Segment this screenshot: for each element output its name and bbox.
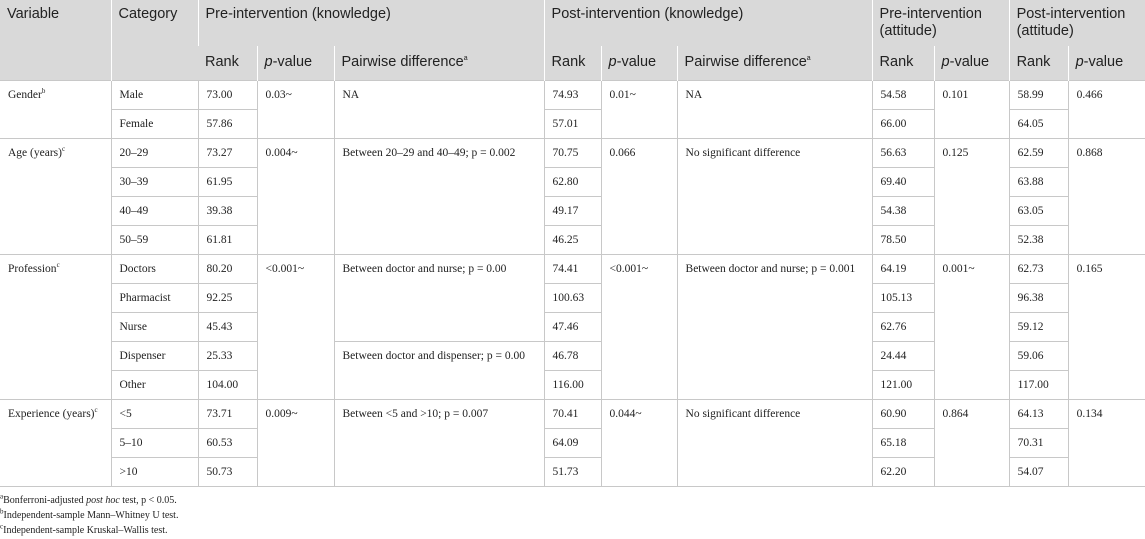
post-knowledge-rank: 74.41 (544, 255, 601, 284)
post-knowledge-p-value: <0.001~ (601, 255, 677, 400)
pre-attitude-rank: 105.13 (872, 284, 934, 313)
table-row (0, 139, 1145, 168)
pre-knowledge-rank: 60.53 (198, 429, 257, 458)
pre-attitude-rank: 66.00 (872, 110, 934, 139)
category-cell: 5–10 (111, 429, 198, 458)
table-row (0, 81, 1145, 110)
category-cell: Pharmacist (111, 284, 198, 313)
post-attitude-rank: 52.38 (1009, 226, 1068, 255)
subheader-p-value: p-value (934, 46, 1009, 81)
subheader-p-value: p-value (1068, 46, 1145, 81)
pre-attitude-rank: 62.20 (872, 458, 934, 487)
post-knowledge-rank: 100.63 (544, 284, 601, 313)
post-knowledge-rank: 49.17 (544, 197, 601, 226)
pre-knowledge-p-value: 0.009~ (257, 400, 334, 487)
post-attitude-p-value: 0.466 (1068, 81, 1145, 139)
category-cell: 40–49 (111, 197, 198, 226)
subheader-p-value: p-value (257, 46, 334, 81)
post-knowledge-pairwise: No significant difference (677, 400, 872, 487)
pre-attitude-rank: 65.18 (872, 429, 934, 458)
pre-attitude-rank: 54.58 (872, 81, 934, 110)
post-knowledge-rank: 46.78 (544, 342, 601, 371)
post-attitude-rank: 62.73 (1009, 255, 1068, 284)
variable-cell: Age (years)$^c$ (0, 139, 111, 255)
subheader-rank: Rank (872, 46, 934, 81)
category-cell: >10 (111, 458, 198, 487)
table-row (0, 400, 1145, 429)
post-knowledge-pairwise: No significant difference (677, 139, 872, 255)
post-attitude-rank: 70.31 (1009, 429, 1068, 458)
pre-knowledge-rank: 50.73 (198, 458, 257, 487)
post-attitude-rank: 96.38 (1009, 284, 1068, 313)
pre-attitude-rank: 64.19 (872, 255, 934, 284)
subheader-pairwise: Pairwise difference$^a$ (334, 46, 544, 81)
pre-knowledge-p-value: 0.004~ (257, 139, 334, 255)
pre-knowledge-rank: 73.71 (198, 400, 257, 429)
category-cell: 20–29 (111, 139, 198, 168)
pre-attitude-rank: 62.76 (872, 313, 934, 342)
footnotes (0, 493, 178, 538)
category-cell: 50–59 (111, 226, 198, 255)
pre-knowledge-rank: 92.25 (198, 284, 257, 313)
post-knowledge-p-value: 0.01~ (601, 81, 677, 139)
pre-knowledge-pairwise: Between doctor and dispenser; p = 0.00 (334, 342, 544, 400)
footnote: $^b$Independent-sample Mann–Whitney U test. (0, 507, 179, 521)
pre-knowledge-pairwise: NA (334, 81, 544, 139)
pre-attitude-rank: 78.50 (872, 226, 934, 255)
post-knowledge-rank: 47.46 (544, 313, 601, 342)
header-post-knowledge: Post-intervention (knowledge) (544, 0, 872, 46)
footnote: $^a$Bonferroni-adjusted post hoc test, p < 0.05. (0, 492, 177, 506)
pre-knowledge-rank: 73.00 (198, 81, 257, 110)
post-attitude-p-value: 0.134 (1068, 400, 1145, 487)
table-row (0, 255, 1145, 284)
post-knowledge-p-value: 0.066 (601, 139, 677, 255)
pre-knowledge-rank: 73.27 (198, 139, 257, 168)
subheader-p-value: p-value (601, 46, 677, 81)
pre-attitude-rank: 60.90 (872, 400, 934, 429)
post-attitude-rank: 63.88 (1009, 168, 1068, 197)
post-knowledge-pairwise: NA (677, 81, 872, 139)
post-knowledge-rank: 74.93 (544, 81, 601, 110)
post-knowledge-rank: 62.80 (544, 168, 601, 197)
footnote: $^c$Independent-sample Kruskal–Wallis test. (0, 522, 168, 536)
pre-knowledge-pairwise: Between doctor and nurse; p = 0.00 (334, 255, 544, 342)
subheader-rank: Rank (198, 46, 257, 81)
subheader-pairwise: Pairwise difference$^a$ (677, 46, 872, 81)
post-knowledge-rank: 46.25 (544, 226, 601, 255)
pre-knowledge-p-value: <0.001~ (257, 255, 334, 400)
post-knowledge-pairwise: Between doctor and nurse; p = 0.001 (677, 255, 872, 400)
pre-attitude-rank: 24.44 (872, 342, 934, 371)
pre-attitude-p-value: 0.125 (934, 139, 1009, 255)
post-knowledge-rank: 57.01 (544, 110, 601, 139)
variable-cell: Profession$^c$ (0, 255, 111, 400)
pre-attitude-rank: 69.40 (872, 168, 934, 197)
pre-attitude-p-value: 0.001~ (934, 255, 1009, 400)
post-attitude-rank: 59.12 (1009, 313, 1068, 342)
post-attitude-rank: 62.59 (1009, 139, 1068, 168)
header-post-attitude: Post-intervention (attitude) (1009, 0, 1145, 46)
post-attitude-rank: 117.00 (1009, 371, 1068, 400)
header-category: Category (111, 0, 198, 81)
pre-knowledge-rank: 61.81 (198, 226, 257, 255)
post-knowledge-rank: 51.73 (544, 458, 601, 487)
post-attitude-rank: 58.99 (1009, 81, 1068, 110)
post-attitude-rank: 59.06 (1009, 342, 1068, 371)
category-cell: Male (111, 81, 198, 110)
category-cell: Nurse (111, 313, 198, 342)
pre-knowledge-rank: 25.33 (198, 342, 257, 371)
category-cell: <5 (111, 400, 198, 429)
variable-cell: Experience (years)$^c$ (0, 400, 111, 487)
header-pre-knowledge: Pre-intervention (knowledge) (198, 0, 544, 46)
variable-cell: Gender$^b$ (0, 81, 111, 139)
post-attitude-rank: 64.05 (1009, 110, 1068, 139)
post-knowledge-rank: 70.75 (544, 139, 601, 168)
post-knowledge-rank: 64.09 (544, 429, 601, 458)
pre-attitude-rank: 56.63 (872, 139, 934, 168)
pre-attitude-rank: 54.38 (872, 197, 934, 226)
post-knowledge-rank: 70.41 (544, 400, 601, 429)
post-knowledge-rank: 116.00 (544, 371, 601, 400)
pre-attitude-p-value: 0.864 (934, 400, 1009, 487)
pre-knowledge-rank: 104.00 (198, 371, 257, 400)
post-attitude-p-value: 0.868 (1068, 139, 1145, 255)
pre-knowledge-pairwise: Between <5 and >10; p = 0.007 (334, 400, 544, 487)
category-cell: Other (111, 371, 198, 400)
header-pre-attitude: Pre-intervention (attitude) (872, 0, 1009, 46)
pre-knowledge-rank: 45.43 (198, 313, 257, 342)
post-attitude-rank: 54.07 (1009, 458, 1068, 487)
post-attitude-rank: 63.05 (1009, 197, 1068, 226)
pre-knowledge-rank: 80.20 (198, 255, 257, 284)
pre-knowledge-rank: 57.86 (198, 110, 257, 139)
subheader-rank: Rank (1009, 46, 1068, 81)
category-cell: Dispenser (111, 342, 198, 371)
category-cell: Doctors (111, 255, 198, 284)
pre-knowledge-rank: 39.38 (198, 197, 257, 226)
pre-knowledge-pairwise: Between 20–29 and 40–49; p = 0.002 (334, 139, 544, 255)
category-cell: Female (111, 110, 198, 139)
post-knowledge-p-value: 0.044~ (601, 400, 677, 487)
post-attitude-p-value: 0.165 (1068, 255, 1145, 400)
subheader-rank: Rank (544, 46, 601, 81)
pre-attitude-rank: 121.00 (872, 371, 934, 400)
pre-knowledge-p-value: 0.03~ (257, 81, 334, 139)
header-variable: Variable (0, 0, 111, 81)
post-attitude-rank: 64.13 (1009, 400, 1068, 429)
pre-attitude-p-value: 0.101 (934, 81, 1009, 139)
category-cell: 30–39 (111, 168, 198, 197)
pre-knowledge-rank: 61.95 (198, 168, 257, 197)
